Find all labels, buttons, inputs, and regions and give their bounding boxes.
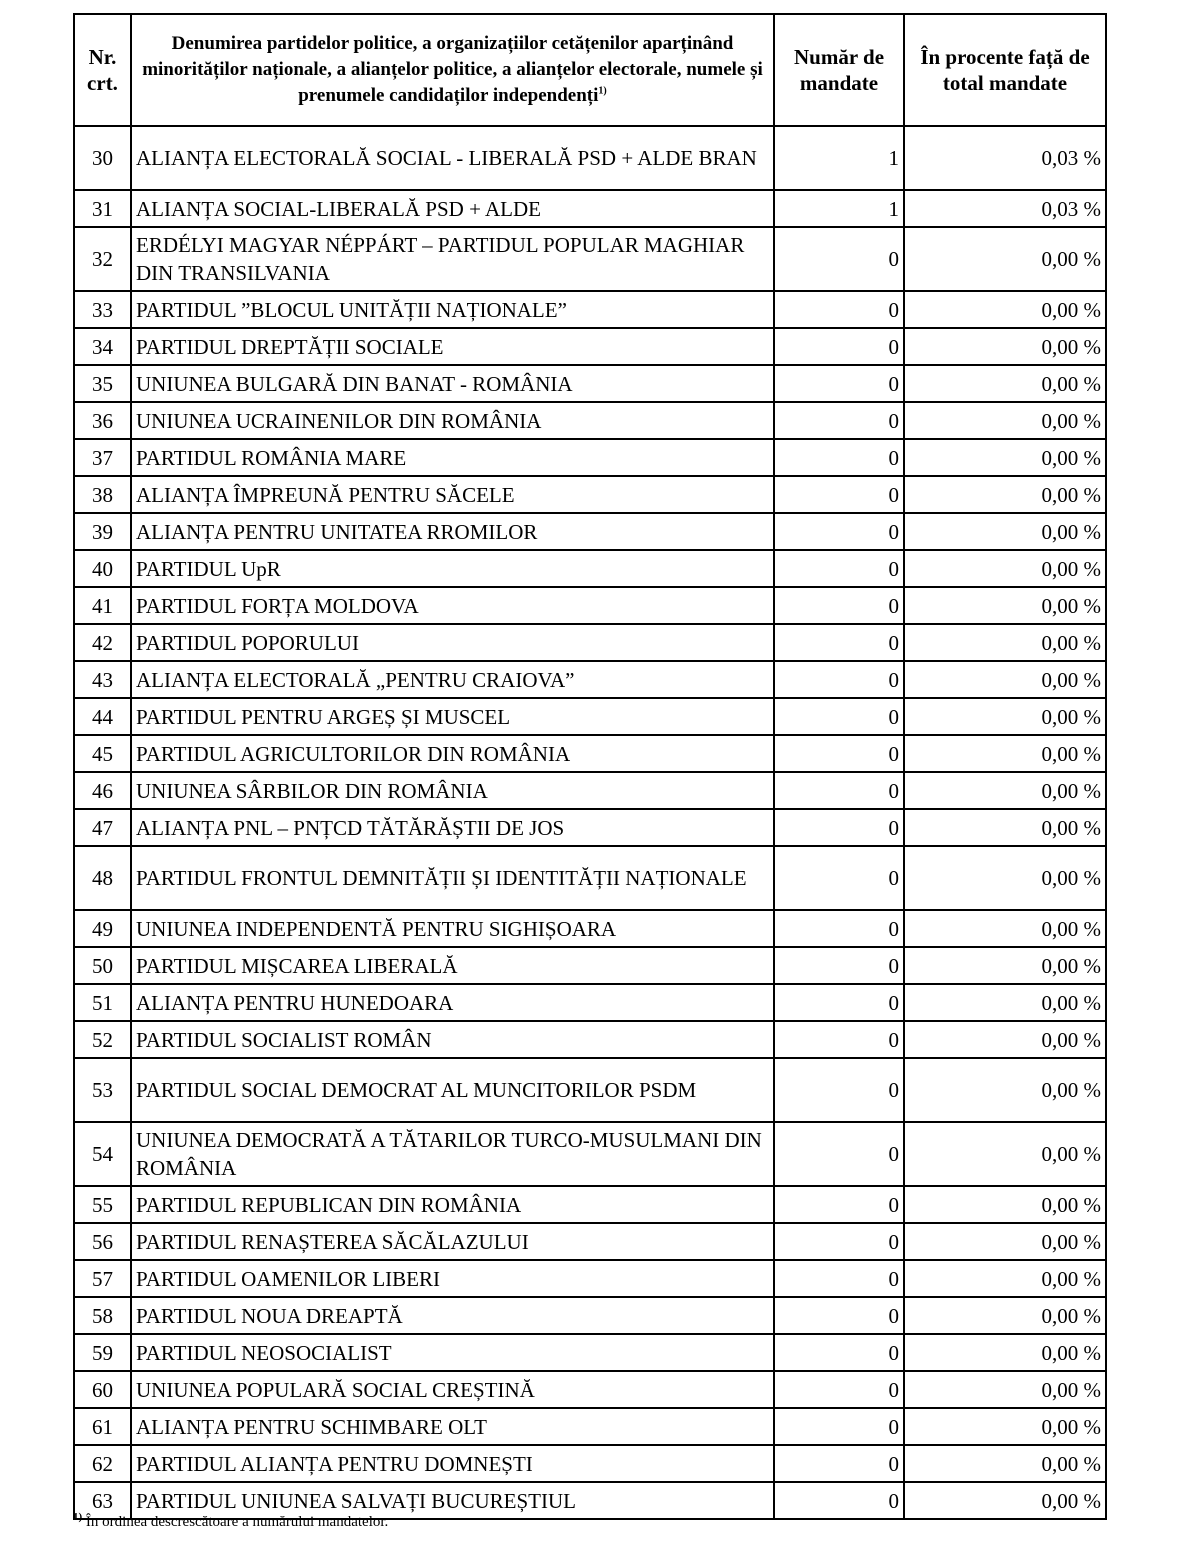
- mandates-percent: 0,00 %: [904, 1297, 1106, 1334]
- row-number: 60: [74, 1371, 131, 1408]
- table-row: [74, 698, 1106, 735]
- results-table: [73, 13, 1107, 1520]
- header-name-text: Denumirea partidelor politice, a organizațiilor cetățenilor aparținând minorităților naționale, a alianțelor politice, a alianțelor electorale, numele și prenumele candidaților independenți: [142, 33, 763, 106]
- table-row: [74, 550, 1106, 587]
- mandates-count: 0: [774, 291, 904, 328]
- party-name: UNIUNEA UCRAINENILOR DIN ROMÂNIA: [131, 402, 774, 439]
- header-name: [131, 14, 774, 126]
- party-name: PARTIDUL POPORULUI: [131, 624, 774, 661]
- mandates-percent: 0,03 %: [904, 126, 1106, 190]
- mandates-percent: 0,00 %: [904, 1445, 1106, 1482]
- mandates-count: 0: [774, 402, 904, 439]
- mandates-count: 1: [774, 190, 904, 227]
- mandates-count: 0: [774, 809, 904, 846]
- row-number: 40: [74, 550, 131, 587]
- header-nr: Nr. crt.: [74, 14, 131, 126]
- row-number: 55: [74, 1186, 131, 1223]
- mandates-percent: 0,00 %: [904, 1186, 1106, 1223]
- row-number: 45: [74, 735, 131, 772]
- party-name: ALIANȚA ÎMPREUNĂ PENTRU SĂCELE: [131, 476, 774, 513]
- party-name: PARTIDUL UpR: [131, 550, 774, 587]
- party-name: PARTIDUL PENTRU ARGEȘ ȘI MUSCEL: [131, 698, 774, 735]
- mandates-percent: 0,00 %: [904, 513, 1106, 550]
- row-number: 56: [74, 1223, 131, 1260]
- party-name: ALIANȚA PENTRU HUNEDOARA: [131, 984, 774, 1021]
- mandates-percent: 0,00 %: [904, 365, 1106, 402]
- table-row: [74, 328, 1106, 365]
- row-number: 50: [74, 947, 131, 984]
- mandates-percent: 0,00 %: [904, 402, 1106, 439]
- table-row: [74, 1122, 1106, 1186]
- table-row: [74, 809, 1106, 846]
- party-name: ALIANȚA ELECTORALĂ „PENTRU CRAIOVA”: [131, 661, 774, 698]
- party-name: ALIANȚA PNL – PNȚCD TĂTĂRĂȘTII DE JOS: [131, 809, 774, 846]
- table-row: [74, 735, 1106, 772]
- mandates-count: 0: [774, 984, 904, 1021]
- mandates-count: 0: [774, 1445, 904, 1482]
- row-number: 46: [74, 772, 131, 809]
- table-row: [74, 513, 1106, 550]
- row-number: 54: [74, 1122, 131, 1186]
- row-number: 53: [74, 1058, 131, 1122]
- party-name: PARTIDUL AGRICULTORILOR DIN ROMÂNIA: [131, 735, 774, 772]
- mandates-count: 1: [774, 126, 904, 190]
- footnote: [73, 1511, 389, 1531]
- mandates-count: 0: [774, 1058, 904, 1122]
- table-row: [74, 1186, 1106, 1223]
- mandates-percent: 0,00 %: [904, 698, 1106, 735]
- mandates-count: 0: [774, 439, 904, 476]
- row-number: 59: [74, 1334, 131, 1371]
- mandates-percent: 0,00 %: [904, 1371, 1106, 1408]
- mandates-count: 0: [774, 735, 904, 772]
- party-name: PARTIDUL SOCIAL DEMOCRAT AL MUNCITORILOR PSDM: [131, 1058, 774, 1122]
- party-name: PARTIDUL DREPTĂȚII SOCIALE: [131, 328, 774, 365]
- table-row: [74, 227, 1106, 291]
- mandates-count: 0: [774, 550, 904, 587]
- row-number: 58: [74, 1297, 131, 1334]
- party-name: PARTIDUL FORȚA MOLDOVA: [131, 587, 774, 624]
- row-number: 51: [74, 984, 131, 1021]
- mandates-percent: 0,00 %: [904, 291, 1106, 328]
- party-name: ALIANȚA ELECTORALĂ SOCIAL - LIBERALĂ PSD + ALDE BRAN: [131, 126, 774, 190]
- row-number: 36: [74, 402, 131, 439]
- mandates-count: 0: [774, 476, 904, 513]
- party-name: ALIANȚA PENTRU SCHIMBARE OLT: [131, 1408, 774, 1445]
- party-name: PARTIDUL ALIANȚA PENTRU DOMNEȘTI: [131, 1445, 774, 1482]
- row-number: 34: [74, 328, 131, 365]
- row-number: 61: [74, 1408, 131, 1445]
- header-footnote-marker: 1): [598, 85, 607, 97]
- row-number: 47: [74, 809, 131, 846]
- mandates-count: 0: [774, 1223, 904, 1260]
- mandates-percent: 0,00 %: [904, 624, 1106, 661]
- mandates-percent: 0,00 %: [904, 1122, 1106, 1186]
- mandates-count: 0: [774, 227, 904, 291]
- row-number: 42: [74, 624, 131, 661]
- mandates-count: 0: [774, 365, 904, 402]
- table-row: [74, 1445, 1106, 1482]
- mandates-count: 0: [774, 1021, 904, 1058]
- mandates-count: 0: [774, 947, 904, 984]
- table-header-row: [74, 14, 1106, 126]
- party-name: PARTIDUL OAMENILOR LIBERI: [131, 1260, 774, 1297]
- mandates-count: 0: [774, 1482, 904, 1519]
- header-mandates: Număr de mandate: [774, 14, 904, 126]
- row-number: 63: [74, 1482, 131, 1519]
- table-row: [74, 587, 1106, 624]
- party-name: UNIUNEA SÂRBILOR DIN ROMÂNIA: [131, 772, 774, 809]
- mandates-percent: 0,00 %: [904, 1408, 1106, 1445]
- table-row: [74, 1371, 1106, 1408]
- row-number: 43: [74, 661, 131, 698]
- party-name: UNIUNEA POPULARĂ SOCIAL CREȘTINĂ: [131, 1371, 774, 1408]
- mandates-count: 0: [774, 1297, 904, 1334]
- table-row: [74, 1297, 1106, 1334]
- row-number: 41: [74, 587, 131, 624]
- mandates-percent: 0,00 %: [904, 984, 1106, 1021]
- mandates-percent: 0,00 %: [904, 947, 1106, 984]
- mandates-percent: 0,03 %: [904, 190, 1106, 227]
- table-row: [74, 1021, 1106, 1058]
- table-row: [74, 772, 1106, 809]
- table-row: [74, 1260, 1106, 1297]
- table-row: [74, 1334, 1106, 1371]
- party-name: ALIANȚA SOCIAL-LIBERALĂ PSD + ALDE: [131, 190, 774, 227]
- party-name: UNIUNEA BULGARĂ DIN BANAT - ROMÂNIA: [131, 365, 774, 402]
- mandates-percent: 0,00 %: [904, 1021, 1106, 1058]
- row-number: 39: [74, 513, 131, 550]
- row-number: 31: [74, 190, 131, 227]
- mandates-count: 0: [774, 661, 904, 698]
- footnote-text: În ordinea descrescătoare a numărului mandatelor.: [85, 1514, 389, 1530]
- table-row: [74, 624, 1106, 661]
- table-row: [74, 439, 1106, 476]
- mandates-percent: 0,00 %: [904, 439, 1106, 476]
- row-number: 52: [74, 1021, 131, 1058]
- mandates-count: 0: [774, 1186, 904, 1223]
- mandates-count: 0: [774, 698, 904, 735]
- mandates-percent: 0,00 %: [904, 661, 1106, 698]
- header-percent: În procente față de total mandate: [904, 14, 1106, 126]
- mandates-percent: 0,00 %: [904, 1223, 1106, 1260]
- mandates-count: 0: [774, 846, 904, 910]
- mandates-count: 0: [774, 772, 904, 809]
- table-row: [74, 1408, 1106, 1445]
- mandates-count: 0: [774, 1408, 904, 1445]
- mandates-percent: 0,00 %: [904, 1482, 1106, 1519]
- footnote-marker: 1): [73, 1511, 83, 1523]
- party-name: ERDÉLYI MAGYAR NÉPPÁRT – PARTIDUL POPULAR MAGHIAR DIN TRANSILVANIA: [131, 227, 774, 291]
- party-name: PARTIDUL NOUA DREAPTĂ: [131, 1297, 774, 1334]
- table-row: [74, 291, 1106, 328]
- row-number: 62: [74, 1445, 131, 1482]
- party-name: UNIUNEA INDEPENDENTĂ PENTRU SIGHIȘOARA: [131, 910, 774, 947]
- table-row: [74, 190, 1106, 227]
- party-name: ALIANȚA PENTRU UNITATEA RROMILOR: [131, 513, 774, 550]
- row-number: 33: [74, 291, 131, 328]
- table-row: [74, 846, 1106, 910]
- mandates-percent: 0,00 %: [904, 1058, 1106, 1122]
- party-name: PARTIDUL REPUBLICAN DIN ROMÂNIA: [131, 1186, 774, 1223]
- table-row: [74, 402, 1106, 439]
- row-number: 44: [74, 698, 131, 735]
- table-row: [74, 365, 1106, 402]
- table-row: [74, 1058, 1106, 1122]
- row-number: 48: [74, 846, 131, 910]
- mandates-count: 0: [774, 1371, 904, 1408]
- row-number: 49: [74, 910, 131, 947]
- mandates-percent: 0,00 %: [904, 910, 1106, 947]
- party-name: UNIUNEA DEMOCRATĂ A TĂTARILOR TURCO-MUSULMANI DIN ROMÂNIA: [131, 1122, 774, 1186]
- row-number: 30: [74, 126, 131, 190]
- row-number: 32: [74, 227, 131, 291]
- party-name: PARTIDUL ROMÂNIA MARE: [131, 439, 774, 476]
- row-number: 38: [74, 476, 131, 513]
- mandates-count: 0: [774, 1122, 904, 1186]
- table-row: [74, 661, 1106, 698]
- mandates-percent: 0,00 %: [904, 1260, 1106, 1297]
- table-row: [74, 1223, 1106, 1260]
- row-number: 37: [74, 439, 131, 476]
- mandates-percent: 0,00 %: [904, 846, 1106, 910]
- table-row: [74, 476, 1106, 513]
- table-row: [74, 910, 1106, 947]
- mandates-percent: 0,00 %: [904, 809, 1106, 846]
- mandates-count: 0: [774, 587, 904, 624]
- party-name: PARTIDUL ”BLOCUL UNITĂȚII NAȚIONALE”: [131, 291, 774, 328]
- table-row: [74, 984, 1106, 1021]
- row-number: 35: [74, 365, 131, 402]
- row-number: 57: [74, 1260, 131, 1297]
- party-name: PARTIDUL NEOSOCIALIST: [131, 1334, 774, 1371]
- party-name: PARTIDUL SOCIALIST ROMÂN: [131, 1021, 774, 1058]
- mandates-count: 0: [774, 1260, 904, 1297]
- mandates-count: 0: [774, 1334, 904, 1371]
- mandates-count: 0: [774, 513, 904, 550]
- mandates-percent: 0,00 %: [904, 328, 1106, 365]
- mandates-percent: 0,00 %: [904, 476, 1106, 513]
- mandates-percent: 0,00 %: [904, 227, 1106, 291]
- party-name: PARTIDUL MIȘCAREA LIBERALĂ: [131, 947, 774, 984]
- mandates-percent: 0,00 %: [904, 1334, 1106, 1371]
- party-name: PARTIDUL UNIUNEA SALVAȚI BUCUREȘTIUL: [131, 1482, 774, 1519]
- table-row: [74, 126, 1106, 190]
- mandates-percent: 0,00 %: [904, 735, 1106, 772]
- mandates-percent: 0,00 %: [904, 550, 1106, 587]
- mandates-percent: 0,00 %: [904, 772, 1106, 809]
- party-name: PARTIDUL RENAȘTEREA SĂCĂLAZULUI: [131, 1223, 774, 1260]
- mandates-percent: 0,00 %: [904, 587, 1106, 624]
- party-name: PARTIDUL FRONTUL DEMNITĂȚII ȘI IDENTITĂȚII NAȚIONALE: [131, 846, 774, 910]
- mandates-count: 0: [774, 328, 904, 365]
- table-row: [74, 947, 1106, 984]
- mandates-count: 0: [774, 910, 904, 947]
- mandates-count: 0: [774, 624, 904, 661]
